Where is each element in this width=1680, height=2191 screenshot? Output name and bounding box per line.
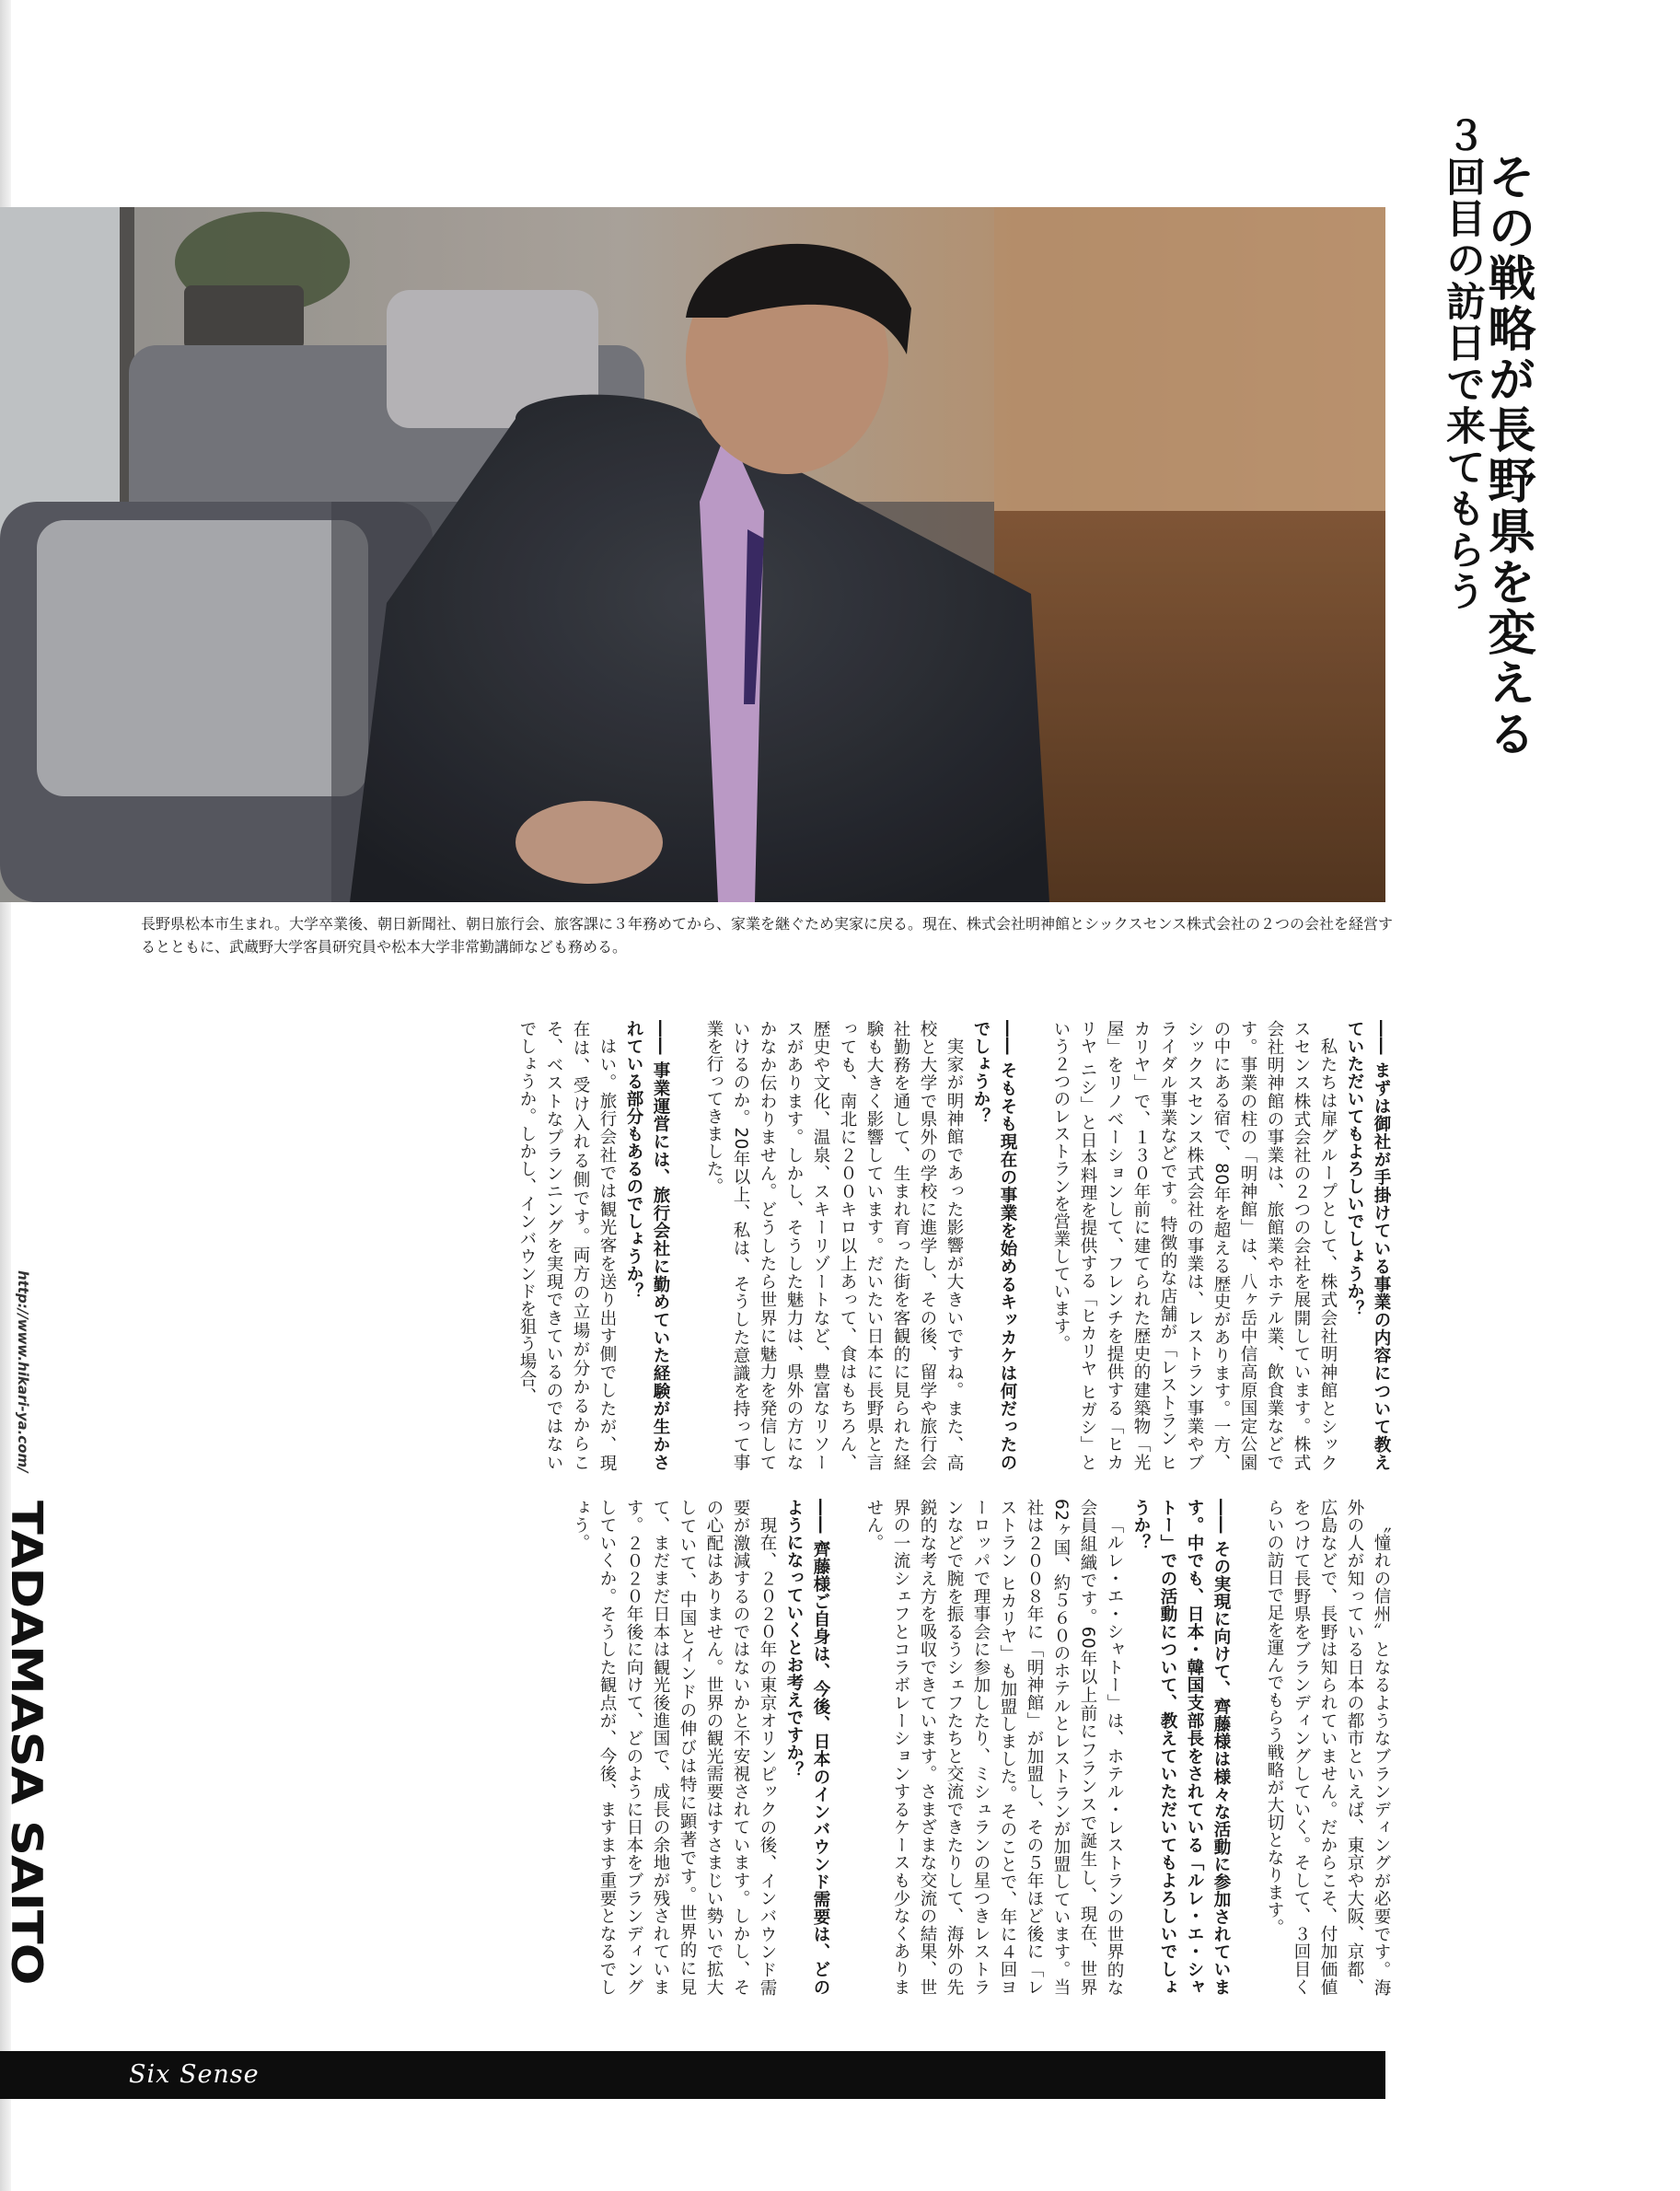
answer-2: 実家が明神館であった影響が大きいですね。また、高校と大学で県外の学校に進学し、その後、留学や旅行会社勤務を通して、生まれ育った街を客観的に見られた経験も大きく影響しています。だいたい日本に長野県と言っても、南北に２００キロ以上あって、食はもちろん、歴史や文化、温泉、スキーリゾートなど、豊富なリソースがあります。しかし、そうした魅力は、県外の方になかなか伝わりません。どうしたら世界に魅力を発信していけるのか。20年以上、私は、そうした意識を持って事業を行ってきました。: [704, 1020, 964, 1471]
interview-block-bottom: [87, 1499, 1395, 1996]
answer-3-continued: 〝憧れの信州〟となるようなブランディングが必要です。海外の人が知っている日本の都市といえば、東京や大阪、京都、広島などで、長野は知られていません。だからこそ、付加価値をつけて長野県をブランディングしていく。そして、３回目くらいの訪日で足を運んでもらう戦略が大切となります。: [1265, 1499, 1391, 1996]
answer-4: 「ルレ・エ・シャトー」は、ホテル・レストランの世界的な会員組織です。60年以上前にフランスで誕生し、現在、世界62ヶ国、約５６０のホテルとレストランが加盟しています。当社は２００８年に「明神館」が加盟し、その５年ほど後に「レストラン ヒカリヤ」も加盟しました。そのことで、年に４回ヨーロッパで理事会に参加したり、ミシュランの星つきレストランなどで腕を振るうシェフたちと交流できたりして、海外の先鋭的な考え方を吸収できています。さまざまな交流の結果、世界の一流シェフとコラボレーションするケースも少なくありません。: [864, 1499, 1124, 1996]
headline-line-2: その戦略が長野県を変える: [1479, 152, 1535, 759]
interview-block-top: [87, 1020, 1395, 1471]
question-2: ―― そもそも現在の事業を始めるキッカケは何だったのでしょうか？: [971, 1020, 1017, 1471]
question-5: ―― 齊藤様ご自身は、今後、日本のインバウンド需要は、どのようになっていくとお考えですか？: [784, 1499, 830, 1996]
footer-bar: [0, 2051, 1385, 2099]
interviewee-name: TADAMASA SAITO: [2, 1501, 52, 1985]
question-4: ―― その実現に向けて、齊藤様は様々な活動に参加されています。中でも、日本・韓国支部長をされている「ルレ・エ・シャトー」での活動について、教えていただいてもよろしいでしょうか？: [1131, 1499, 1231, 1996]
headline-line-1: ３回目の訪日で来てもらう: [1440, 115, 1486, 612]
answer-1: 私たちは扉グループとして、株式会社明神館とシックスセンス株式会社の２つの会社を展開しています。株式会社明神館の事業は、旅館業やホテル業、飲食業などです。事業の柱の「明神館」は、八ヶ岳中信高原国定公園の中にある宿で、80年を超える歴史があります。一方、シックスセンス株式会社の事業は、レストラン事業やブライダル事業などです。特徴的な店舗が「レストラン ヒカリヤ」で、１３０年前に建てられた歴史的建築物「光屋」をリノベーションして、フレンチを提供する「ヒカリヤ ニシ」と日本料理を提供する「ヒカリヤ ヒガシ」という２つのレストランを営業しています。: [1051, 1020, 1338, 1471]
answer-3: はい。旅行会社では観光客を送り出す側でしたが、現在は、受け入れる側です。両方の立場が分かるからこそ、ベストなプランニングを実現できているのではないでしょうか。しかし、インバウンドを狙う場合、: [517, 1020, 617, 1471]
question-3: ―― 事業運営には、旅行会社に勤めていた経験が生かされている部分もあるのでしょうか？: [624, 1020, 670, 1471]
footer-company-label: Six Sense: [129, 2060, 260, 2089]
answer-5: 現在、２０２０年の東京オリンピックの後、インバウンド需要が激減するのではないかと不安視されています。しかし、その心配はありません。世界の観光需要はすさまじい勢いで拡大していて、中国とインドの伸びは特に顕著です。世界的に見て、まだまだ日本は観光後進国で、成長の余地が残されています。２０２０年後に向けて、どのように日本をブランディングしていくか。そうした観点が、今後、ますます重要となるでしょう。: [571, 1499, 777, 1996]
website-url: http://www.hikari-ya.com/: [15, 1270, 31, 1473]
portrait-photo: [0, 207, 1385, 902]
photo-caption: 長野県松本市生まれ。大学卒業後、朝日新聞社、朝日旅行会、旅客課に３年務めてから、家業を継ぐため実家に戻る。現在、株式会社明神館とシックスセンス株式会社の２つの会社を経営するとともに、武蔵野大学客員研究員や松本大学非常勤講師なども務める。: [141, 915, 1394, 956]
portrait-photo-icon: [0, 207, 1385, 902]
question-1: ―― まずは御社が手掛けている事業の内容について教えていただいてもよろしいでしょうか？: [1345, 1020, 1391, 1471]
